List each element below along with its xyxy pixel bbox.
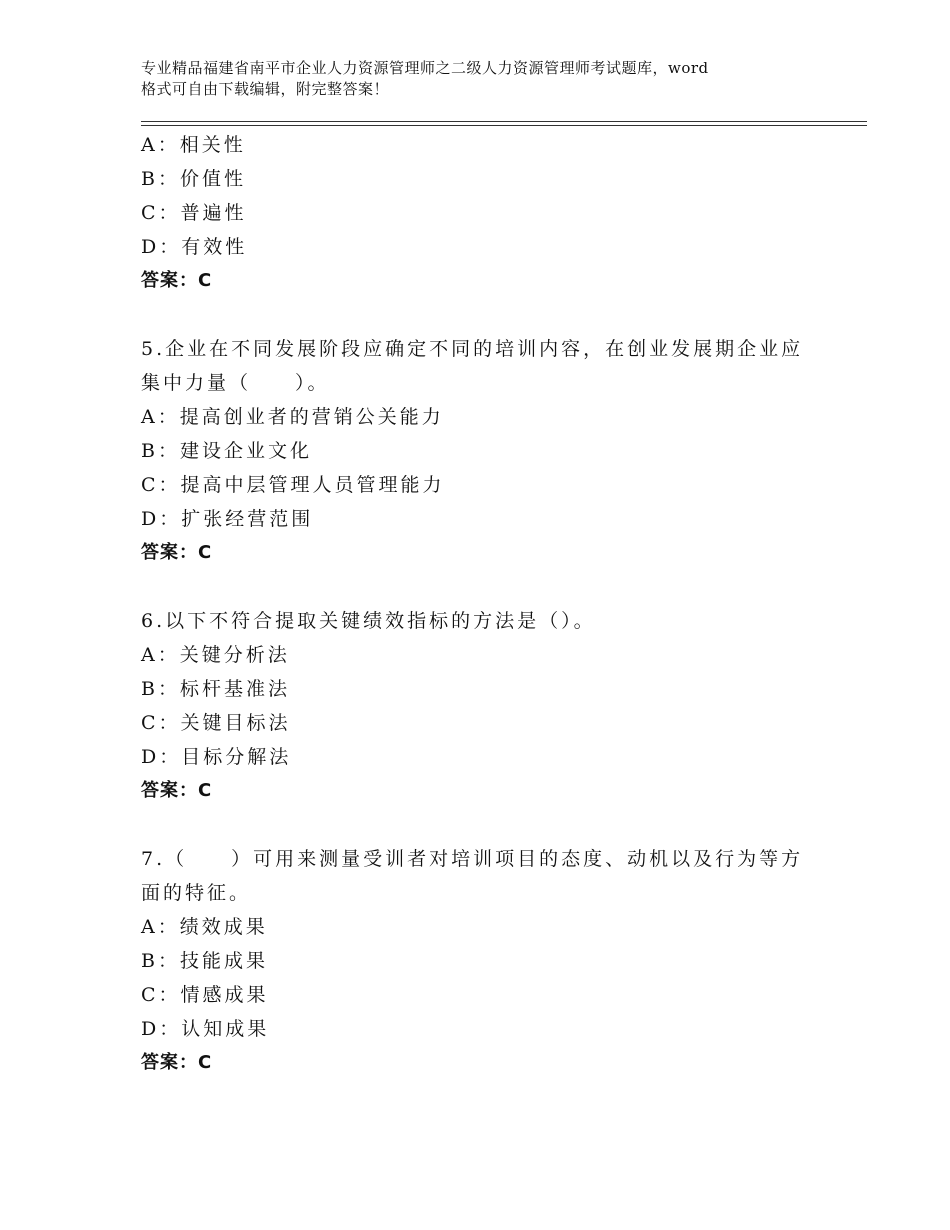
question-stem: 5.企业在不同发展阶段应确定不同的培训内容，在创业发展期企业应 <box>141 338 804 360</box>
header-rule-thick <box>141 121 867 122</box>
question-stem: 6.以下不符合提取关键绩效指标的方法是（）。 <box>141 610 596 632</box>
question-5 <box>141 332 841 570</box>
option-a: A：关键分析法 <box>141 644 290 666</box>
question-list <box>141 128 841 1080</box>
option-d: D：扩张经营范围 <box>141 508 314 530</box>
header-line-1: 专业精品福建省南平市企业人力资源管理师之二级人力资源管理师考试题库，word <box>141 59 709 77</box>
answer: 答案：C <box>141 270 213 291</box>
question-4-tail <box>141 128 841 298</box>
option-b: B：价值性 <box>141 168 246 190</box>
option-c: C：提高中层管理人员管理能力 <box>141 474 445 496</box>
question-stem: 7.（ ）可用来测量受训者对培训项目的态度、动机以及行为等方 <box>141 848 804 870</box>
option-b: B：建设企业文化 <box>141 440 312 462</box>
option-c: C：关键目标法 <box>141 712 291 734</box>
option-a: A：相关性 <box>141 134 246 156</box>
option-c: C：普遍性 <box>141 202 247 224</box>
option-d: D：目标分解法 <box>141 746 292 768</box>
option-b: B：技能成果 <box>141 950 268 972</box>
option-a: A：提高创业者的营销公关能力 <box>141 406 444 428</box>
answer: 答案：C <box>141 780 213 801</box>
question-stem-cont: 面的特征。 <box>141 882 252 904</box>
document-header <box>141 58 841 100</box>
option-a: A：绩效成果 <box>141 916 268 938</box>
option-c: C：情感成果 <box>141 984 269 1006</box>
answer: 答案：C <box>141 1052 213 1073</box>
option-d: D：认知成果 <box>141 1018 270 1040</box>
answer: 答案：C <box>141 542 213 563</box>
question-stem-cont: 集中力量（ ）。 <box>141 372 330 394</box>
option-b: B：标杆基准法 <box>141 678 290 700</box>
header-line-2: 格式可自由下载编辑，附完整答案！ <box>141 80 390 98</box>
question-7 <box>141 842 841 1080</box>
question-6 <box>141 604 841 808</box>
header-rule-thin <box>141 125 867 126</box>
option-d: D：有效性 <box>141 236 248 258</box>
